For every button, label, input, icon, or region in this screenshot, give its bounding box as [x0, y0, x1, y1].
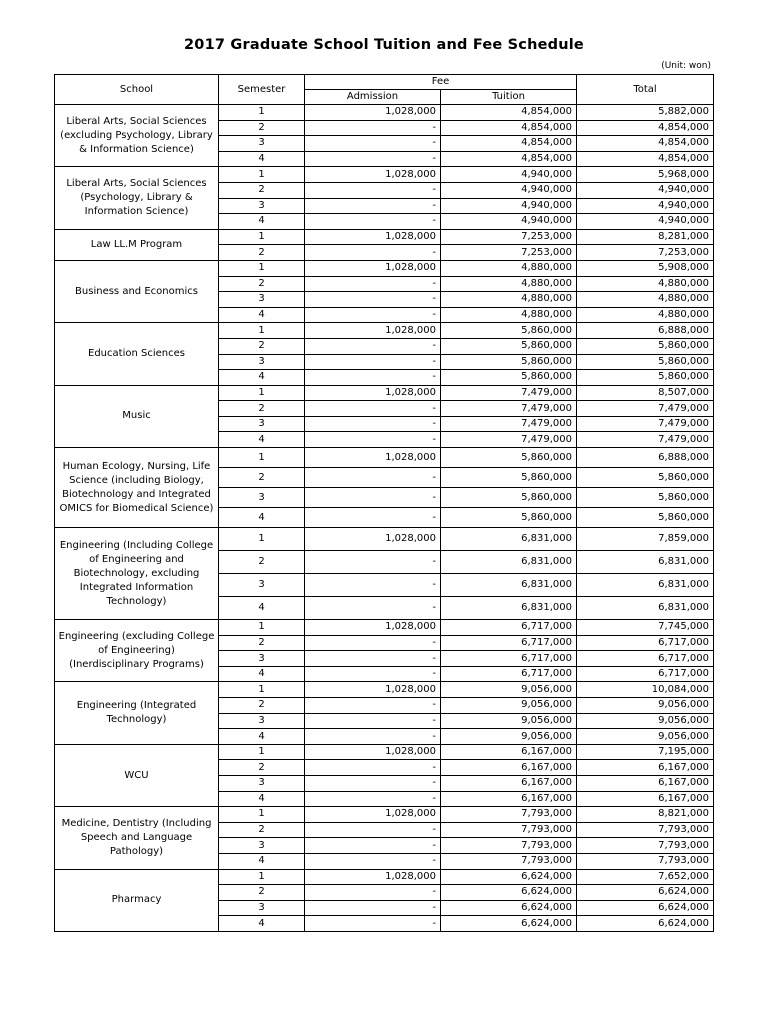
admission-cell: -: [305, 307, 441, 323]
tuition-cell: 7,793,000: [441, 853, 577, 869]
semester-cell: 2: [219, 551, 305, 574]
semester-cell: 3: [219, 651, 305, 667]
semester-cell: 1: [219, 744, 305, 760]
school-name-cell: Education Sciences: [55, 323, 219, 385]
admission-cell: -: [305, 776, 441, 792]
total-cell: 7,479,000: [577, 401, 714, 417]
school-name-cell: Human Ecology, Nursing, Life Science (including Biology, Biotechnology and Integrated OMICS for Biomedical Science): [55, 448, 219, 528]
admission-cell: 1,028,000: [305, 385, 441, 401]
table-row: [55, 869, 714, 885]
tuition-cell: 6,624,000: [441, 869, 577, 885]
semester-cell: 3: [219, 488, 305, 508]
total-cell: 6,831,000: [577, 597, 714, 620]
semester-cell: 2: [219, 468, 305, 488]
admission-cell: -: [305, 916, 441, 932]
table-row: [55, 744, 714, 760]
semester-cell: 1: [219, 229, 305, 245]
admission-cell: 1,028,000: [305, 807, 441, 823]
tuition-cell: 6,717,000: [441, 635, 577, 651]
semester-cell: 1: [219, 620, 305, 636]
semester-cell: 3: [219, 416, 305, 432]
admission-cell: -: [305, 276, 441, 292]
total-cell: 5,860,000: [577, 508, 714, 528]
admission-cell: 1,028,000: [305, 869, 441, 885]
total-cell: 5,860,000: [577, 354, 714, 370]
admission-cell: 1,028,000: [305, 448, 441, 468]
tuition-cell: 6,831,000: [441, 574, 577, 597]
admission-cell: -: [305, 666, 441, 682]
admission-cell: -: [305, 885, 441, 901]
table-row: [55, 682, 714, 698]
total-cell: 10,084,000: [577, 682, 714, 698]
semester-cell: 2: [219, 401, 305, 417]
total-cell: 5,908,000: [577, 260, 714, 276]
table-body: [55, 105, 714, 932]
semester-cell: 4: [219, 853, 305, 869]
semester-cell: 1: [219, 869, 305, 885]
tuition-cell: 7,479,000: [441, 432, 577, 448]
table-row: [55, 620, 714, 636]
semester-cell: 4: [219, 214, 305, 230]
school-name-cell: Pharmacy: [55, 869, 219, 931]
semester-cell: 2: [219, 885, 305, 901]
total-cell: 6,167,000: [577, 760, 714, 776]
total-cell: 7,793,000: [577, 822, 714, 838]
total-cell: 6,167,000: [577, 791, 714, 807]
semester-cell: 1: [219, 385, 305, 401]
tuition-cell: 6,167,000: [441, 791, 577, 807]
admission-cell: -: [305, 292, 441, 308]
tuition-cell: 7,479,000: [441, 416, 577, 432]
admission-cell: -: [305, 416, 441, 432]
admission-cell: -: [305, 182, 441, 198]
total-cell: 8,281,000: [577, 229, 714, 245]
tuition-cell: 7,479,000: [441, 401, 577, 417]
admission-cell: -: [305, 713, 441, 729]
school-name-cell: Liberal Arts, Social Sciences (Psychology, Library & Information Science): [55, 167, 219, 229]
tuition-cell: 7,793,000: [441, 822, 577, 838]
table-header: [55, 75, 714, 105]
total-cell: 7,479,000: [577, 416, 714, 432]
header-admission: Admission: [305, 90, 441, 105]
semester-cell: 3: [219, 198, 305, 214]
semester-cell: 3: [219, 136, 305, 152]
admission-cell: 1,028,000: [305, 167, 441, 183]
admission-cell: -: [305, 900, 441, 916]
tuition-cell: 6,624,000: [441, 885, 577, 901]
school-name-cell: Engineering (Including College of Engineering and Biotechnology, excluding Integrated Information Technology): [55, 528, 219, 620]
total-cell: 6,624,000: [577, 900, 714, 916]
total-cell: 6,717,000: [577, 635, 714, 651]
semester-cell: 2: [219, 338, 305, 354]
table-row: [55, 105, 714, 121]
admission-cell: -: [305, 597, 441, 620]
total-cell: 9,056,000: [577, 729, 714, 745]
semester-cell: 4: [219, 791, 305, 807]
tuition-cell: 7,793,000: [441, 807, 577, 823]
admission-cell: 1,028,000: [305, 105, 441, 121]
table-row: [55, 385, 714, 401]
total-cell: 6,888,000: [577, 448, 714, 468]
tuition-cell: 9,056,000: [441, 729, 577, 745]
semester-cell: 4: [219, 307, 305, 323]
semester-cell: 2: [219, 245, 305, 261]
tuition-cell: 6,831,000: [441, 597, 577, 620]
admission-cell: -: [305, 468, 441, 488]
semester-cell: 4: [219, 916, 305, 932]
semester-cell: 1: [219, 167, 305, 183]
admission-cell: -: [305, 401, 441, 417]
total-cell: 4,940,000: [577, 182, 714, 198]
unit-note: (Unit: won): [661, 61, 711, 71]
admission-cell: -: [305, 151, 441, 167]
total-cell: 6,831,000: [577, 551, 714, 574]
total-cell: 7,793,000: [577, 838, 714, 854]
admission-cell: 1,028,000: [305, 260, 441, 276]
semester-cell: 4: [219, 597, 305, 620]
total-cell: 7,253,000: [577, 245, 714, 261]
admission-cell: -: [305, 822, 441, 838]
total-cell: 6,624,000: [577, 885, 714, 901]
admission-cell: -: [305, 120, 441, 136]
table-row: [55, 323, 714, 339]
admission-cell: -: [305, 214, 441, 230]
total-cell: 5,860,000: [577, 370, 714, 386]
total-cell: 9,056,000: [577, 698, 714, 714]
admission-cell: -: [305, 432, 441, 448]
tuition-cell: 7,479,000: [441, 385, 577, 401]
school-name-cell: Law LL.M Program: [55, 229, 219, 260]
school-name-cell: Engineering (Integrated Technology): [55, 682, 219, 744]
tuition-cell: 9,056,000: [441, 713, 577, 729]
admission-cell: 1,028,000: [305, 620, 441, 636]
total-cell: 7,859,000: [577, 528, 714, 551]
total-cell: 6,624,000: [577, 916, 714, 932]
table-row: [55, 448, 714, 468]
admission-cell: -: [305, 698, 441, 714]
semester-cell: 2: [219, 698, 305, 714]
semester-cell: 1: [219, 105, 305, 121]
admission-cell: -: [305, 245, 441, 261]
admission-cell: -: [305, 838, 441, 854]
tuition-cell: 9,056,000: [441, 698, 577, 714]
total-cell: 6,717,000: [577, 651, 714, 667]
admission-cell: -: [305, 354, 441, 370]
tuition-cell: 7,253,000: [441, 229, 577, 245]
table-row: [55, 528, 714, 551]
semester-cell: 4: [219, 432, 305, 448]
tuition-cell: 4,880,000: [441, 292, 577, 308]
total-cell: 4,880,000: [577, 292, 714, 308]
semester-cell: 3: [219, 900, 305, 916]
tuition-cell: 5,860,000: [441, 508, 577, 528]
header-total: Total: [577, 75, 714, 105]
tuition-cell: 5,860,000: [441, 323, 577, 339]
admission-cell: -: [305, 136, 441, 152]
header-fee: Fee: [305, 75, 577, 90]
school-name-cell: Business and Economics: [55, 260, 219, 322]
table-row: [55, 229, 714, 245]
tuition-cell: 4,854,000: [441, 120, 577, 136]
tuition-cell: 7,793,000: [441, 838, 577, 854]
total-cell: 6,717,000: [577, 666, 714, 682]
admission-cell: 1,028,000: [305, 682, 441, 698]
admission-cell: -: [305, 635, 441, 651]
semester-cell: 3: [219, 713, 305, 729]
admission-cell: -: [305, 370, 441, 386]
semester-cell: 1: [219, 528, 305, 551]
tuition-cell: 4,880,000: [441, 260, 577, 276]
semester-cell: 3: [219, 292, 305, 308]
tuition-cell: 9,056,000: [441, 682, 577, 698]
tuition-cell: 6,624,000: [441, 900, 577, 916]
header-school: School: [55, 75, 219, 105]
semester-cell: 2: [219, 822, 305, 838]
admission-cell: -: [305, 508, 441, 528]
school-name-cell: WCU: [55, 744, 219, 806]
tuition-cell: 6,167,000: [441, 744, 577, 760]
school-name-cell: Engineering (excluding College of Engineering) (Inerdisciplinary Programs): [55, 620, 219, 682]
tuition-cell: 6,167,000: [441, 776, 577, 792]
semester-cell: 2: [219, 276, 305, 292]
tuition-cell: 5,860,000: [441, 488, 577, 508]
total-cell: 5,968,000: [577, 167, 714, 183]
total-cell: 4,880,000: [577, 276, 714, 292]
admission-cell: -: [305, 729, 441, 745]
tuition-cell: 6,717,000: [441, 620, 577, 636]
total-cell: 5,860,000: [577, 488, 714, 508]
tuition-cell: 4,854,000: [441, 136, 577, 152]
total-cell: 7,793,000: [577, 853, 714, 869]
school-name-cell: Liberal Arts, Social Sciences (excluding Psychology, Library & Information Science): [55, 105, 219, 167]
total-cell: 4,880,000: [577, 307, 714, 323]
tuition-cell: 4,940,000: [441, 198, 577, 214]
total-cell: 5,882,000: [577, 105, 714, 121]
semester-cell: 3: [219, 838, 305, 854]
admission-cell: -: [305, 574, 441, 597]
total-cell: 4,854,000: [577, 136, 714, 152]
school-name-cell: Medicine, Dentistry (Including Speech and Language Pathology): [55, 807, 219, 869]
total-cell: 7,652,000: [577, 869, 714, 885]
semester-cell: 1: [219, 682, 305, 698]
semester-cell: 4: [219, 666, 305, 682]
total-cell: 5,860,000: [577, 468, 714, 488]
header-tuition: Tuition: [441, 90, 577, 105]
semester-cell: 1: [219, 323, 305, 339]
semester-cell: 3: [219, 776, 305, 792]
school-name-cell: Music: [55, 385, 219, 447]
tuition-cell: 4,854,000: [441, 151, 577, 167]
tuition-cell: 4,880,000: [441, 307, 577, 323]
admission-cell: -: [305, 551, 441, 574]
semester-cell: 2: [219, 182, 305, 198]
tuition-cell: 4,940,000: [441, 182, 577, 198]
header-semester: Semester: [219, 75, 305, 105]
semester-cell: 2: [219, 760, 305, 776]
total-cell: 4,854,000: [577, 151, 714, 167]
table-row: [55, 807, 714, 823]
total-cell: 6,888,000: [577, 323, 714, 339]
admission-cell: 1,028,000: [305, 528, 441, 551]
admission-cell: 1,028,000: [305, 323, 441, 339]
total-cell: 8,821,000: [577, 807, 714, 823]
tuition-cell: 4,940,000: [441, 214, 577, 230]
semester-cell: 4: [219, 151, 305, 167]
tuition-cell: 4,854,000: [441, 105, 577, 121]
tuition-cell: 6,624,000: [441, 916, 577, 932]
semester-cell: 3: [219, 354, 305, 370]
tuition-cell: 5,860,000: [441, 370, 577, 386]
tuition-cell: 6,717,000: [441, 666, 577, 682]
tuition-cell: 6,831,000: [441, 551, 577, 574]
tuition-table: [54, 74, 714, 932]
total-cell: 4,940,000: [577, 198, 714, 214]
admission-cell: -: [305, 488, 441, 508]
admission-cell: -: [305, 791, 441, 807]
semester-cell: 4: [219, 370, 305, 386]
semester-cell: 3: [219, 574, 305, 597]
total-cell: 7,479,000: [577, 432, 714, 448]
admission-cell: -: [305, 760, 441, 776]
total-cell: 6,167,000: [577, 776, 714, 792]
tuition-cell: 5,860,000: [441, 468, 577, 488]
total-cell: 9,056,000: [577, 713, 714, 729]
total-cell: 4,854,000: [577, 120, 714, 136]
semester-cell: 1: [219, 807, 305, 823]
semester-cell: 4: [219, 508, 305, 528]
total-cell: 4,940,000: [577, 214, 714, 230]
admission-cell: -: [305, 198, 441, 214]
tuition-cell: 7,253,000: [441, 245, 577, 261]
admission-cell: -: [305, 853, 441, 869]
total-cell: 5,860,000: [577, 338, 714, 354]
admission-cell: 1,028,000: [305, 229, 441, 245]
tuition-cell: 6,831,000: [441, 528, 577, 551]
total-cell: 7,745,000: [577, 620, 714, 636]
semester-cell: 4: [219, 729, 305, 745]
page-title: 2017 Graduate School Tuition and Fee Schedule: [184, 37, 584, 53]
admission-cell: 1,028,000: [305, 744, 441, 760]
admission-cell: -: [305, 338, 441, 354]
tuition-cell: 6,167,000: [441, 760, 577, 776]
total-cell: 6,831,000: [577, 574, 714, 597]
total-cell: 8,507,000: [577, 385, 714, 401]
tuition-cell: 4,940,000: [441, 167, 577, 183]
tuition-cell: 6,717,000: [441, 651, 577, 667]
table-row: [55, 260, 714, 276]
tuition-cell: 5,860,000: [441, 338, 577, 354]
tuition-cell: 5,860,000: [441, 448, 577, 468]
total-cell: 7,195,000: [577, 744, 714, 760]
tuition-cell: 5,860,000: [441, 354, 577, 370]
admission-cell: -: [305, 651, 441, 667]
tuition-cell: 4,880,000: [441, 276, 577, 292]
semester-cell: 2: [219, 635, 305, 651]
semester-cell: 2: [219, 120, 305, 136]
table-row: [55, 167, 714, 183]
semester-cell: 1: [219, 260, 305, 276]
semester-cell: 1: [219, 448, 305, 468]
